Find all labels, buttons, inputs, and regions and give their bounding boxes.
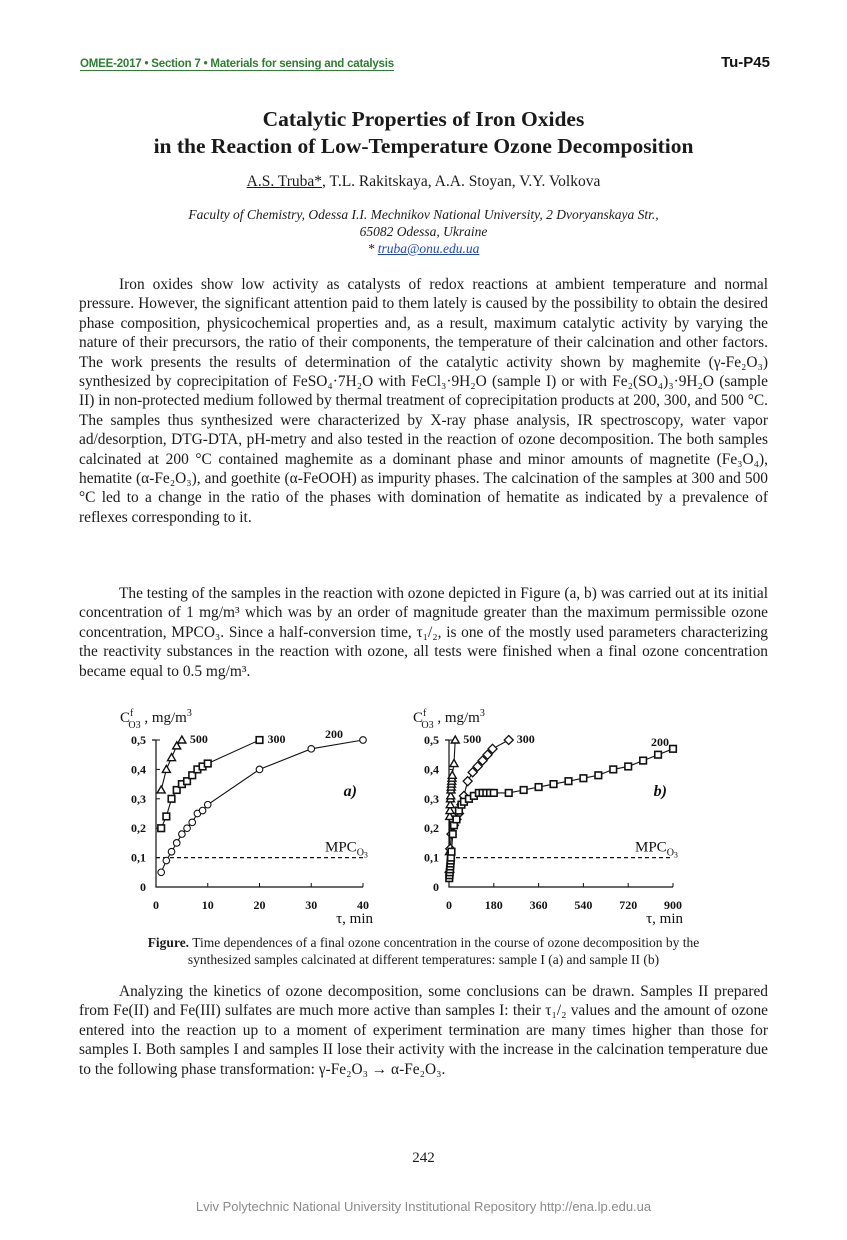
- co-authors: , T.L. Rakitskaya, A.A. Stoyan, V.Y. Volkova: [322, 173, 601, 190]
- caption-text-2: synthesized samples calcinated at different temperatures: sample I (a) and sample II (b): [187, 952, 660, 967]
- email-line: * truba@onu.edu.ua: [367, 241, 480, 256]
- y-tick-label: 0,4: [131, 762, 146, 777]
- data-point: [450, 760, 458, 767]
- x-tick-label: 40: [357, 898, 369, 912]
- y-tick-label: 0: [433, 880, 439, 894]
- mpc-label: $MPC_O3$: [325, 839, 368, 860]
- figure-caption: [80, 934, 767, 968]
- affiliation: [0, 206, 847, 257]
- x-tick-label: 20: [253, 898, 266, 912]
- panel-label: a): [343, 782, 357, 800]
- paragraph-2-text: The testing of the samples in the reaction with ozone depicted in Figure (a, b) was carried out at its initial concentration of 1 mg/m³ which was by an order of magnitude greater than the maximum permissible ozone concentration, MPCO₃. Since a half-conversion time, τ₁/₂, is one of the mostly used parameters characterizing the reactivity substances in the reaction with ozone, all tests were finished when a final ozone concentration became equal to 0.5 mg/m³.: [79, 585, 768, 680]
- paragraph-2: [79, 584, 768, 681]
- chart-panel-a: [120, 708, 373, 927]
- series-label: 300: [267, 732, 286, 746]
- figure-charts: [110, 700, 710, 930]
- affiliation-line-2: 65082 Odessa, Ukraine: [359, 224, 488, 239]
- data-point: [256, 766, 263, 773]
- data-point: [173, 840, 180, 847]
- author-list: [0, 173, 847, 191]
- data-point: [360, 737, 367, 744]
- series-label: 500: [463, 732, 482, 746]
- data-point: [256, 737, 263, 744]
- y-tick-label: 0,5: [131, 733, 146, 747]
- data-point: [168, 848, 175, 855]
- data-point: [535, 784, 542, 791]
- x-tick-label: 30: [305, 898, 318, 912]
- x-tick-label: 0: [446, 898, 452, 912]
- data-point: [178, 736, 186, 743]
- data-point: [163, 813, 170, 820]
- data-point: [204, 760, 211, 767]
- data-point: [158, 869, 165, 876]
- paper-title: [0, 106, 847, 160]
- data-point: [625, 763, 632, 770]
- data-point: [453, 816, 460, 823]
- series-label: 200: [651, 734, 669, 749]
- y-tick-label: 0,2: [424, 821, 439, 836]
- data-point: [308, 746, 315, 753]
- data-point: [504, 736, 513, 745]
- running-header: [80, 56, 770, 76]
- data-point: [168, 754, 176, 761]
- axes: [152, 740, 363, 887]
- paper-code: Tu-P45: [721, 54, 770, 71]
- data-point: [163, 857, 170, 864]
- y-tick-label: 0,1: [424, 850, 439, 865]
- figure: [110, 700, 710, 930]
- x-tick-label: 900: [664, 898, 682, 912]
- y-tick-label: 0,5: [424, 733, 439, 747]
- data-point: [565, 778, 572, 785]
- series-label: 300: [516, 732, 535, 746]
- series-label: 500: [189, 732, 208, 746]
- data-point: [595, 772, 602, 779]
- mpc-label: $MPC_O3$: [635, 839, 678, 860]
- data-point: [204, 801, 211, 808]
- paragraph-1-text: Iron oxides show low activity as catalysts of redox reactions at ambient temperature and normal pressure. However, the significant attention paid to them lately is caused by the possibility to obtain the desired phase composition, physicochemical properties and, as a result, maximum catalytic activity by varying the nature of their precursors, the ratio of their components, the temperature of their calcination and other factors. The work presents the results of determination of the catalytic activity shown by maghemite (γ-Fe₂O₃) synthesized by coprecipitation of FeSO₄·7H₂O with FeCl₃·9H₂O (sample I) or with Fe₂(SO₄)₃·9H₂O (sample II) in non-protected medium followed by thermal treatment of coprecipitation products at 200, 300, and 500 °C. The samples thus synthesized were characterized by X-ray phase analysis, IR spectroscopy, water vapor ad/desorption, DTG-DTA, pH-metry and also tested in the reaction of ozone decomposition. The both samples calcinated at 200 °C contained maghemite as a dominant phase and minor amounts of magnetite (Fe₃O₄), hematite (α-Fe₂O₃), and goethite (α-FeOOH) as impurity phases. The calcination of the samples at 300 and 500 °C led to a change in the ratio of the phases with domination of hematite as indicated by a prevalence of reflexes corresponding to it.: [79, 276, 768, 526]
- data-point: [655, 751, 662, 758]
- data-point: [157, 786, 165, 793]
- x-tick-label: 10: [201, 898, 214, 912]
- data-point: [520, 787, 527, 794]
- series-line-200: [449, 749, 673, 878]
- paragraph-3-text: Analyzing the kinetics of ozone decomposition, some conclusions can be drawn. Samples II prepared from Fe(II) and Fe(III) sulfates are much more active than samples I: their τ₁/₂ values and the amount of ozone entered into the reaction up to a moment of experiment termination are many times higher than those for samples I. Both samples I and samples II lose their activity with the increase in the calcination temperature due to the following phase transformation: γ-Fe₂O₃ → α-Fe₂O₃.: [79, 983, 768, 1078]
- x-axis-label: τ, min: [646, 911, 683, 927]
- x-tick-label: 720: [619, 898, 638, 912]
- panel-label: b): [653, 782, 667, 800]
- repository-footer: Lviv Polytechnic National University Institutional Repository http://ena.lp.edu.ua: [195, 1199, 652, 1214]
- chart-panel-b: [413, 708, 683, 927]
- data-point: [640, 757, 647, 764]
- x-tick-label: 0: [153, 898, 159, 912]
- data-point: [179, 831, 186, 838]
- x-axis-label: τ, min: [336, 911, 373, 927]
- data-point: [580, 775, 587, 782]
- x-tick-label: 360: [529, 898, 548, 912]
- y-tick-label: 0,2: [131, 821, 146, 836]
- x-tick-label: 180: [484, 898, 503, 912]
- y-tick-label: 0,3: [131, 791, 146, 806]
- data-point: [189, 819, 196, 826]
- caption-text-1: Time dependences of a final ozone concentration in the course of ozone decomposition by the: [189, 935, 700, 950]
- data-point: [463, 777, 472, 786]
- y-axis-label: $C^f$ O3 , $mg/m^3$: [120, 708, 192, 731]
- y-tick-label: 0,4: [424, 762, 439, 777]
- paragraph-3: [79, 982, 768, 1079]
- caption-label: Figure.: [147, 935, 190, 950]
- y-tick-label: 0,1: [131, 850, 146, 865]
- data-point: [184, 825, 191, 832]
- page-number: 242: [412, 1150, 435, 1166]
- data-point: [610, 766, 617, 773]
- y-tick-label: 0,3: [424, 791, 439, 806]
- series-label: 200: [325, 727, 343, 741]
- title-line-2: in the Reaction of Low-Temperature Ozone Decomposition: [153, 134, 694, 158]
- data-point: [670, 746, 677, 753]
- series-line-300: [161, 740, 259, 828]
- conference-section-label: OMEE-2017 • Section 7 • Materials for sensing and catalysis: [80, 58, 394, 70]
- data-point: [505, 790, 512, 797]
- data-point: [451, 736, 459, 743]
- data-point: [491, 790, 498, 797]
- data-point: [158, 825, 165, 832]
- y-axis-label: $C^f$ O3 , $mg/m^3$: [413, 708, 485, 731]
- data-point: [550, 781, 557, 788]
- data-point: [199, 807, 206, 814]
- paragraph-1: [79, 275, 768, 527]
- affiliation-line-1: Faculty of Chemistry, Odessa I.I. Mechnikov National University, 2 Dvoryanskaya Str.,: [188, 207, 659, 222]
- data-point: [168, 796, 175, 803]
- title-line-1: Catalytic Properties of Iron Oxides: [262, 107, 585, 131]
- x-tick-label: 540: [574, 898, 593, 912]
- y-tick-label: 0: [140, 880, 146, 894]
- data-point: [448, 848, 455, 855]
- email-link[interactable]: truba@onu.edu.ua: [377, 241, 480, 256]
- data-point: [162, 765, 170, 772]
- presenting-author: A.S. Truba*: [246, 173, 323, 190]
- data-point: [449, 831, 456, 838]
